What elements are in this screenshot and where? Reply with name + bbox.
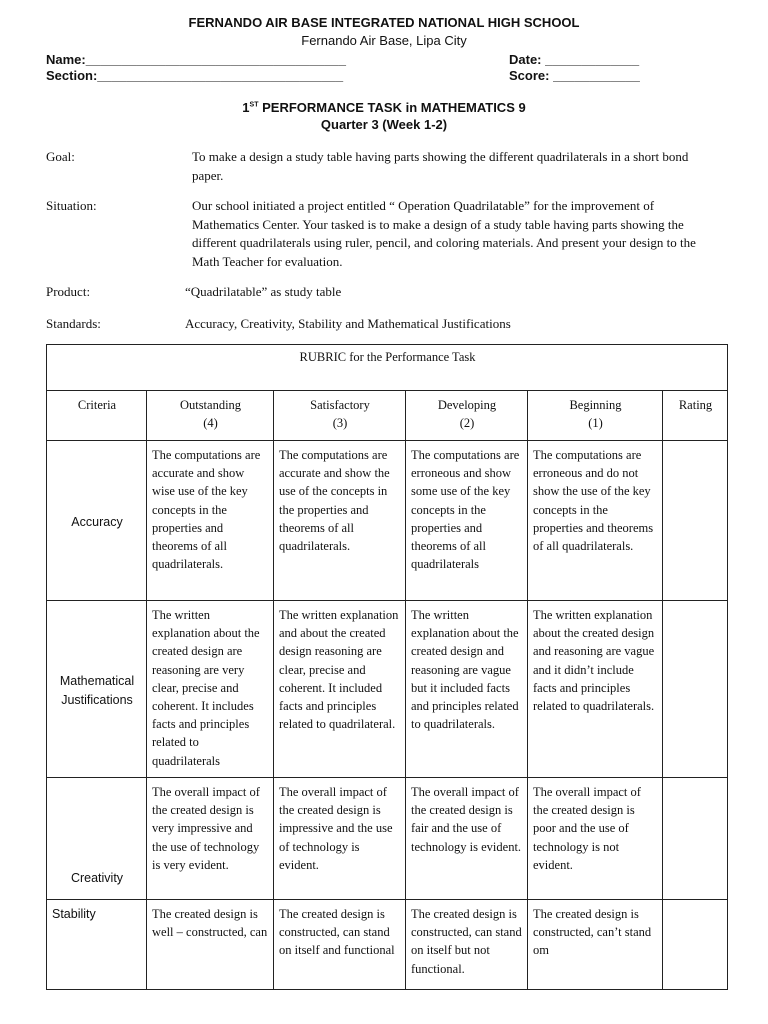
header-developing: Developing (2) [406, 391, 528, 441]
header-beginning: Beginning (1) [528, 391, 663, 441]
accuracy-rating[interactable] [663, 441, 728, 601]
stability-beginning: The created design is constructed, can’t stand om [528, 900, 663, 990]
product-text: “Quadrilatable” as study table [185, 284, 342, 299]
criterion-accuracy: Accuracy [47, 441, 147, 601]
justifications-developing: The written explanation about the created design and reasoning are vague but it included facts and principles related to quadrilaterals. [406, 601, 528, 778]
situation-text: Our school initiated a project entitled “ Operation Quadrilatable” for the improvement of Mathematics Center. Your tasked is to make a design of a study table having parts showing the different quadrilaterals using ruler, pencil, and coloring materials. And present your design to the Math Teacher for evaluation. [192, 198, 696, 269]
standards-text: Accuracy, Creativity, Stability and Mathematical Justifications [185, 316, 511, 331]
creativity-developing: The overall impact of the created design is fair and the use of technology is evident. [406, 778, 528, 900]
accuracy-beginning: The computations are erroneous and do not show the use of the key concepts in the properties and theorems of all quadrilaterals. [528, 441, 663, 601]
date-field[interactable]: Date: _____________ [509, 52, 640, 67]
creativity-outstanding: The overall impact of the created design is very impressive and the use of technology is very evident. [147, 778, 274, 900]
stability-outstanding: The created design is well – constructed, can [147, 900, 274, 990]
creativity-beginning: The overall impact of the created design is poor and the use of technology is not evident. [528, 778, 663, 900]
header-satisfactory: Satisfactory (3) [274, 391, 406, 441]
justifications-outstanding: The written explanation about the created design are reasoning are very clear, precise and coherent. It includes facts and principles related to quadrilaterals [147, 601, 274, 778]
creativity-satisfactory: The overall impact of the created design is impressive and the use of technology is evident. [274, 778, 406, 900]
justifications-satisfactory: The written explanation and about the created design reasoning are clear, precise and coherent. It included facts and principles related to quadrilateral. [274, 601, 406, 778]
school-name: FERNANDO AIR BASE INTEGRATED NATIONAL HIGH SCHOOL [188, 15, 580, 30]
criterion-creativity: Creativity [47, 778, 147, 900]
name-field[interactable]: Name:____________________________________ [46, 52, 347, 67]
section-field[interactable]: Section:__________________________________ [46, 68, 344, 83]
goal-text: To make a design a study table having parts showing the different quadrilaterals in a short bond paper. [192, 149, 689, 183]
product-label: Product: [46, 284, 91, 299]
rubric-row-accuracy [47, 441, 728, 601]
criterion-stability: Stability [47, 900, 147, 990]
justifications-beginning: The written explanation about the created design and reasoning are vague and it didn’t include facts and principles related to quadrilaterals. [528, 601, 663, 778]
rubric-row-creativity [47, 778, 728, 900]
accuracy-developing: The computations are erroneous and show some use of the key concepts in the properties and theorems of all quadrilaterals [406, 441, 528, 601]
justifications-rating[interactable] [663, 601, 728, 778]
task-quarter: Quarter 3 (Week 1-2) [320, 117, 448, 132]
header-outstanding: Outstanding (4) [147, 391, 274, 441]
stability-satisfactory: The created design is constructed, can stand on itself and functional [274, 900, 406, 990]
header-criteria: Criteria [47, 391, 147, 441]
situation-label: Situation: [46, 198, 97, 213]
rubric-table [46, 344, 728, 990]
goal-label: Goal: [46, 149, 75, 164]
stability-developing: The created design is constructed, can stand on itself but not functional. [406, 900, 528, 990]
score-field[interactable]: Score: ____________ [509, 68, 640, 83]
stability-rating[interactable] [663, 900, 728, 990]
criterion-justifications: Mathematical Justifications [47, 601, 147, 778]
task-title: 1ST PERFORMANCE TASK in MATHEMATICS 9 [242, 100, 526, 115]
rubric-row-justifications [47, 601, 728, 778]
rubric-row-stability [47, 900, 728, 990]
rubric-caption: RUBRIC for the Performance Task [47, 345, 728, 391]
standards-label: Standards: [46, 316, 101, 331]
accuracy-outstanding: The computations are accurate and show wise use of the key concepts in the properties and theorems of all quadrilaterals. [147, 441, 274, 601]
school-address: Fernando Air Base, Lipa City [301, 33, 467, 48]
accuracy-satisfactory: The computations are accurate and show the use of the concepts in the properties and theorems of all quadrilaterals. [274, 441, 406, 601]
creativity-rating[interactable] [663, 778, 728, 900]
header-rating: Rating [663, 391, 728, 441]
